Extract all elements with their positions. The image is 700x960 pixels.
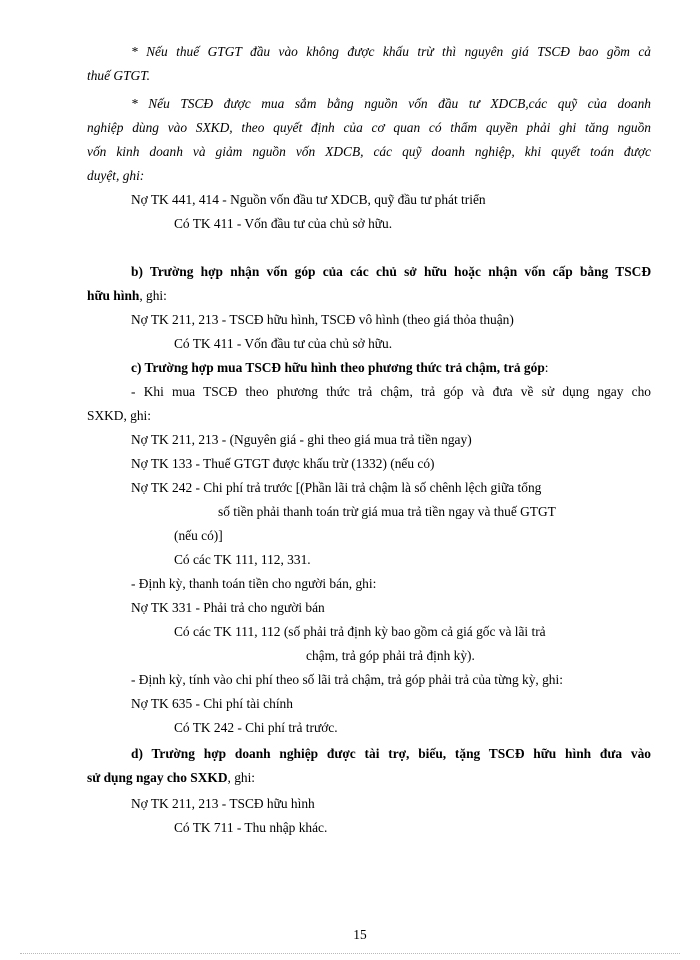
journal-entry-debit: Nợ TK 331 - Phải trả cho người bán bbox=[131, 600, 325, 615]
text-line: * Nếu thuế GTGT đầu vào không được khấu trừ thì nguyên giá TSCĐ bao gồm cả bbox=[131, 44, 651, 59]
journal-entry-credit: Có TK 411 - Vốn đầu tư của chủ sở hữu. bbox=[174, 336, 393, 351]
section-heading-c bbox=[131, 360, 549, 376]
journal-entry-credit: Có các TK 111, 112 (số phải trả định kỳ bao gồm cả giá gốc và lãi trả bbox=[174, 624, 546, 639]
journal-entry-debit: Nợ TK 242 - Chi phí trả trước [(Phần lãi trả chậm là số chênh lệch giữa tổng bbox=[131, 480, 542, 495]
text-line bbox=[87, 288, 167, 304]
journal-entry-credit: Có TK 411 - Vốn đầu tư của chủ sở hữu. bbox=[174, 216, 393, 231]
heading-text: c) Trường hợp mua TSCĐ hữu hình theo phương thức trả chậm, trả góp bbox=[131, 360, 545, 375]
text-line: * Nếu TSCĐ được mua sắm bằng nguồn vốn đầu tư XDCB,các quỹ của doanh bbox=[131, 96, 651, 111]
heading-text: sử dụng ngay cho SXKD bbox=[87, 770, 228, 785]
text-line: - Khi mua TSCĐ theo phương thức trả chậm, trả góp và đưa về sử dụng ngay cho bbox=[131, 384, 651, 399]
journal-entry-debit: Nợ TK 635 - Chi phí tài chính bbox=[131, 696, 293, 711]
text-line: thuế GTGT. bbox=[87, 68, 150, 83]
text-line bbox=[87, 770, 255, 786]
text-line: (nếu có)] bbox=[174, 528, 223, 543]
text-line: số tiền phải thanh toán trừ giá mua trả tiền ngay và thuế GTGT bbox=[218, 504, 556, 519]
text-line: chậm, trả góp phải trả định kỳ). bbox=[306, 648, 475, 663]
heading-text: hữu hình bbox=[87, 288, 140, 303]
text-line: - Định kỳ, thanh toán tiền cho người bán, ghi: bbox=[131, 576, 377, 591]
text-line: duyệt, ghi: bbox=[87, 168, 145, 183]
journal-entry-debit: Nợ TK 441, 414 - Nguồn vốn đầu tư XDCB, quỹ đầu tư phát triển bbox=[131, 192, 486, 207]
text-line: - Định kỳ, tính vào chi phí theo số lãi trả chậm, trả góp phải trả của từng kỳ, ghi: bbox=[131, 672, 563, 687]
journal-entry-debit: Nợ TK 133 - Thuế GTGT được khấu trừ (1332) (nếu có) bbox=[131, 456, 435, 471]
journal-entry-credit: Có các TK 111, 112, 331. bbox=[174, 552, 311, 567]
heading-suffix: : bbox=[544, 360, 549, 375]
page-bottom-divider bbox=[20, 953, 680, 954]
section-heading-b: b) Trường hợp nhận vốn góp của các chủ sở hữu hoặc nhận vốn cấp bằng TSCĐ bbox=[131, 264, 651, 279]
journal-entry-debit: Nợ TK 211, 213 - (Nguyên giá - ghi theo giá mua trả tiền ngay) bbox=[131, 432, 472, 447]
journal-entry-debit: Nợ TK 211, 213 - TSCĐ hữu hình, TSCĐ vô hình (theo giá thỏa thuận) bbox=[131, 312, 514, 327]
section-heading-d: d) Trường hợp doanh nghiệp được tài trợ, biếu, tặng TSCĐ hữu hình đưa vào bbox=[131, 746, 651, 761]
page-number: 15 bbox=[353, 927, 367, 942]
text-line: SXKD, ghi: bbox=[87, 408, 151, 423]
heading-suffix: , ghi: bbox=[227, 770, 256, 785]
journal-entry-credit: Có TK 711 - Thu nhập khác. bbox=[174, 820, 328, 835]
journal-entry-debit: Nợ TK 211, 213 - TSCĐ hữu hình bbox=[131, 796, 315, 811]
journal-entry-credit: Có TK 242 - Chi phí trả trước. bbox=[174, 720, 338, 735]
text-line: vốn kinh doanh và giảm nguồn vốn XDCB, các quỹ doanh nghiệp, khi quyết toán được bbox=[87, 144, 651, 159]
text-line: nghiệp dùng vào SXKD, theo quyết định của cơ quan có thẩm quyền phải ghi tăng nguồn bbox=[87, 120, 651, 135]
heading-suffix: , ghi: bbox=[139, 288, 167, 303]
